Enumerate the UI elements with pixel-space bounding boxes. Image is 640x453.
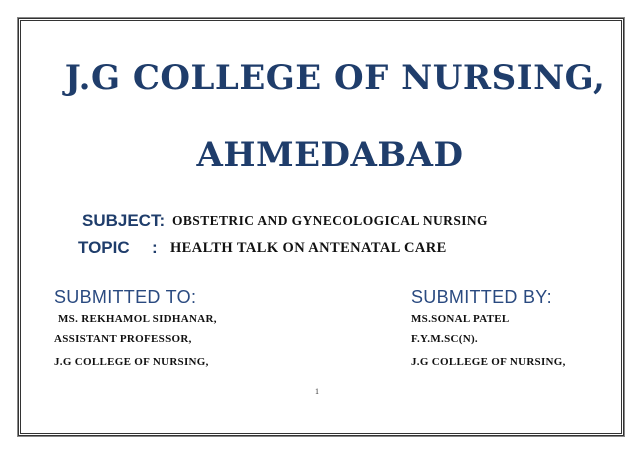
submitted-to-college: J.G COLLEGE OF NURSING, [54, 356, 209, 368]
submitted-by-heading: SUBMITTED BY: [411, 287, 552, 307]
page-number: 1 [315, 387, 319, 396]
submitted-to-designation: ASSISTANT PROFESSOR, [54, 333, 192, 345]
submitted-to-heading: SUBMITTED TO: [54, 287, 197, 307]
subject-value: OBSTETRIC AND GYNECOLOGICAL NURSING [172, 213, 488, 228]
submitted-to-name: MS. REKHAMOL SIDHANAR, [58, 313, 217, 325]
submitted-by-college: J.G COLLEGE OF NURSING, [411, 356, 566, 368]
city-title: AHMEDABAD [196, 135, 464, 175]
submitted-by-course: F.Y.M.SC(N). [411, 333, 478, 345]
submitted-by-name: MS.SONAL PATEL [411, 313, 510, 325]
college-title: J.G COLLEGE OF NURSING, [64, 58, 606, 98]
subject-label: SUBJECT: [82, 211, 166, 230]
topic-value: HEALTH TALK ON ANTENATAL CARE [170, 240, 447, 256]
topic-colon: : [152, 238, 158, 257]
topic-label: TOPIC [78, 238, 130, 257]
